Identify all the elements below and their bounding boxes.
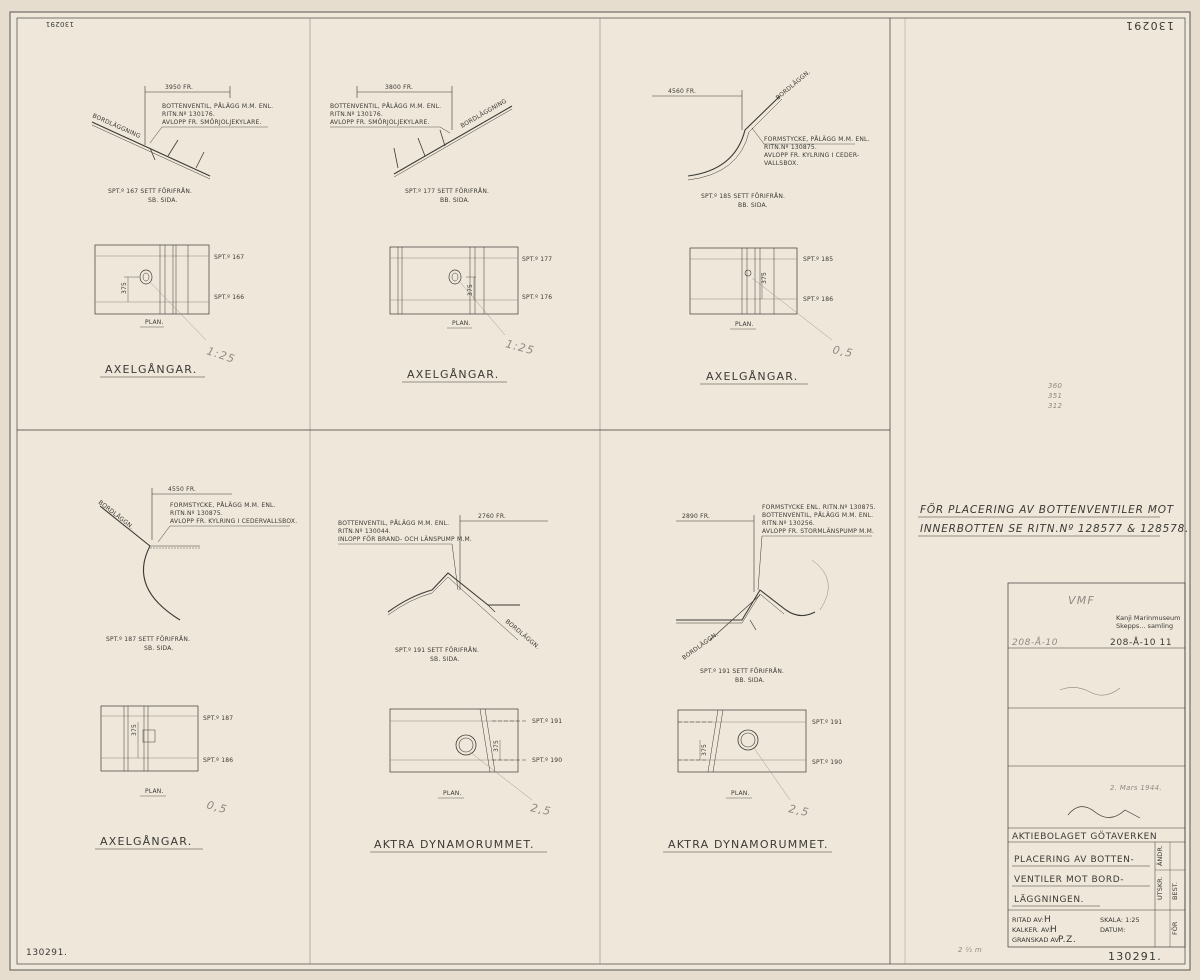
panel-3-pencil-scale: 0,5 [831, 343, 855, 361]
pencil-note-3: 312 [1048, 402, 1063, 410]
panel-5-frame-b: SPT.º 190 [532, 757, 563, 764]
panel-4-callout-3: AVLOPP FR. KYLRING I CEDERVALLSBOX. [170, 518, 298, 525]
date: 2. Mars 1944. [1110, 784, 1162, 792]
panel-4-callout-1: FORMSTYCKE, PÅLÄGG M.M. ENL. [170, 502, 276, 509]
panel-6-callout-1: FORMSTYCKE ENL. RITN.Nº 130875. [762, 504, 876, 511]
panel-2-callout-3: AVLOPP FR. SMÖRJOLJEKYLARE. [330, 119, 430, 126]
panel-1-plating: BORDLÄGGNING [91, 112, 142, 141]
panel-5-callout-3: INLOPP FÖR BRAND- OCH LÄNSPUMP M.M. [338, 536, 472, 543]
panel-2-room-title: AXELGÅNGAR. [407, 368, 500, 381]
panel-1-pencil-scale: 1:25 [205, 344, 238, 366]
panel-5-callout-2: RITN.Nº 130044. [338, 528, 392, 535]
panel-6-caption-2: BB. SIDA. [735, 677, 765, 684]
panel-2-frame-dim: 3800 FR. [385, 84, 414, 91]
panel-3-callout-4: VALLSBOX. [764, 160, 799, 167]
panel-6-room-title: AKTRA DYNAMORUMMET. [668, 838, 829, 851]
side-label-1: ÄNDR. [1156, 845, 1164, 866]
panel-6-dim: 375 [701, 743, 708, 756]
note-line-2: INNERBOTTEN SE RITN.Nº 128577 & 128578. [920, 523, 1190, 535]
panel-3-plating: BORDLÄGGN. [774, 68, 812, 102]
panel-5-plating: BORDLÄGGN. [503, 618, 541, 651]
panel-4-callout-2: RITN.Nº 130875. [170, 510, 224, 517]
skala: SKALA: 1:25 [1100, 916, 1140, 924]
panel-1-callout-3: AVLOPP FR. SMÖRJOLJEKYLARE. [162, 119, 262, 126]
stamp-initials: VMF [1068, 594, 1095, 607]
panel-4-plating: BORDLÄGGN. [96, 499, 135, 531]
drawing-number-bottom-left: 130291. [26, 948, 68, 958]
panel-4-frame-b: SPT.º 186 [203, 757, 234, 764]
kalker-label: KALKER. AV: [1012, 926, 1052, 934]
panel-5-frame-dim: 2760 FR. [478, 513, 507, 520]
company-name: AKTIEBOLAGET GÖTAVERKEN [1012, 832, 1158, 842]
panel-6-plan-label: PLAN. [731, 790, 750, 797]
ref-right: 208-Å-10 11 [1110, 638, 1173, 648]
panel-1-frame-a: SPT.º 167 [214, 254, 245, 261]
panel-2-caption-2: BB. SIDA. [440, 197, 470, 204]
panel-4-plan-label: PLAN. [145, 788, 164, 795]
datum: DATUM: [1100, 926, 1126, 934]
panel-5-frame-a: SPT.º 191 [532, 718, 563, 725]
panel-3-frame-dim: 4560 FR. [668, 88, 697, 95]
panel-5-plan-label: PLAN. [443, 790, 462, 797]
stamp-text-2: Skepps... samling [1116, 622, 1174, 630]
panel-6-callout-4: AVLOPP FR. STORMLÄNSPUMP M.M. [762, 528, 875, 535]
panel-2-callout-1: BOTTENVENTIL, PÅLÄGG M.M. ENL. [330, 103, 442, 110]
drawing-number-top-right: 130291 [1124, 19, 1174, 32]
granskad-label: GRANSKAD AV: [1012, 936, 1061, 944]
panel-3-caption-1: SPT.º 185 SETT FÖRIFRÅN. [701, 193, 786, 200]
panel-6-frame-dim: 2890 FR. [682, 513, 711, 520]
panel-3-frame-a: SPT.º 185 [803, 256, 834, 263]
panel-1-caption-2: SB. SIDA. [148, 197, 178, 204]
panel-5-dim: 375 [493, 739, 500, 752]
title-line-3: LÄGGNINGEN. [1014, 895, 1085, 905]
panel-6-callout-2: BOTTENVENTIL, PÅLÄGG M.M. ENL. [762, 512, 874, 519]
panel-6-caption-1: SPT.º 191 SETT FÖRIFRÅN. [700, 668, 785, 675]
panel-5-caption-2: SB. SIDA. [430, 656, 460, 663]
panel-3-frame-b: SPT.º 186 [803, 296, 834, 303]
side-label-2: UTSKR. [1156, 876, 1164, 900]
panel-1-frame-dim: 3950 FR. [165, 84, 194, 91]
panel-5-callout-1: BOTTENVENTIL, PÅLÄGG M.M. ENL. [338, 520, 450, 527]
title-line-1: PLACERING AV BOTTEN- [1014, 855, 1135, 865]
panel-3-dim: 375 [761, 271, 768, 284]
panel-3-room-title: AXELGÅNGAR. [706, 370, 799, 383]
panel-2-frame-b: SPT.º 176 [522, 294, 553, 301]
title-line-2: VENTILER MOT BORD- [1014, 875, 1125, 885]
side-label-4: FÖR [1171, 921, 1179, 935]
kalker-initials: H [1050, 925, 1058, 935]
panel-5-pencil-scale: 2,5 [529, 801, 553, 819]
panel-2-plating: BORDLÄGGNING [459, 97, 509, 130]
panel-6-frame-a: SPT.º 191 [812, 719, 843, 726]
pencil-note-1: 360 [1048, 382, 1063, 390]
panel-3-callout-3: AVLOPP FR. KYLRING I CEDER- [764, 152, 860, 159]
panel-4-pencil-scale: 0,5 [205, 798, 229, 817]
panel-3-plan-label: PLAN. [735, 321, 754, 328]
panel-1-plan-label: PLAN. [145, 319, 164, 326]
panel-2-dim: 375 [467, 283, 474, 296]
ref-left: 208-Å-10 [1012, 638, 1059, 648]
panel-6-pencil-scale: 2,5 [787, 802, 811, 820]
panel-4-caption-1: SPT.º 187 SETT FÖRIFRÅN. [106, 636, 191, 643]
panel-4-caption-2: SB. SIDA. [144, 645, 174, 652]
ritad-label: RITAD AV: [1012, 916, 1044, 924]
pencil-margin-notes [1048, 382, 1063, 410]
panel-1-room-title: AXELGÅNGAR. [105, 363, 198, 376]
panel-2-plan-label: PLAN. [452, 320, 471, 327]
panel-4-room-title: AXELGÅNGAR. [100, 835, 193, 848]
panel-1-callout-2: RITN.Nº 130176. [162, 111, 216, 118]
drawing-number-bottom-right: 130291. [1108, 950, 1162, 963]
panel-5-room-title: AKTRA DYNAMORUMMET. [374, 838, 535, 851]
panel-2-caption-1: SPT.º 177 SETT FÖRIFRÅN. [405, 188, 490, 195]
side-label-3: BEST. [1171, 882, 1179, 900]
panel-2-frame-a: SPT.º 177 [522, 256, 553, 263]
bottom-pencil-note: 2 ½ m [958, 946, 983, 954]
panel-2-callout-2: RITN.Nº 130176. [330, 111, 384, 118]
panel-1-callout-1: BOTTENVENTIL, PÅLÄGG M.M. ENL. [162, 103, 274, 110]
panel-6-plating: BORDLÄGGN. [681, 630, 720, 662]
panel-4-frame-a: SPT.º 187 [203, 715, 234, 722]
panel-4-dim: 375 [131, 723, 138, 736]
granskad-initials: P.Z. [1058, 935, 1077, 945]
panel-6-callout-3: RITN.Nº 130256. [762, 520, 816, 527]
note-line-1: FÖR PLACERING AV BOTTENVENTILER MOT [920, 504, 1174, 516]
panel-3-callout-2: RITN.Nº 130875. [764, 144, 818, 151]
panel-6-frame-b: SPT.º 190 [812, 759, 843, 766]
panel-1-dim: 375 [121, 281, 128, 294]
ritad-initials: H [1044, 915, 1052, 925]
panel-3-caption-2: BB. SIDA. [738, 202, 768, 209]
panel-5-caption-1: SPT.º 191 SETT FÖRIFRÅN. [395, 647, 480, 654]
stamp-text-1: Kanji Marinmuseum [1116, 614, 1181, 622]
pencil-note-2: 351 [1048, 392, 1063, 400]
drawing-number-top-left: 130291 [45, 20, 74, 28]
panel-1-frame-b: SPT.º 166 [214, 294, 245, 301]
panel-3-callout-1: FORMSTYCKE, PÅLÄGG M.M. ENL. [764, 136, 870, 143]
panel-1-caption-1: SPT.º 167 SETT FÖRIFRÅN. [108, 188, 193, 195]
panel-4-frame-dim: 4550 FR. [168, 486, 197, 493]
panel-2-pencil-scale: 1:25 [504, 337, 537, 358]
